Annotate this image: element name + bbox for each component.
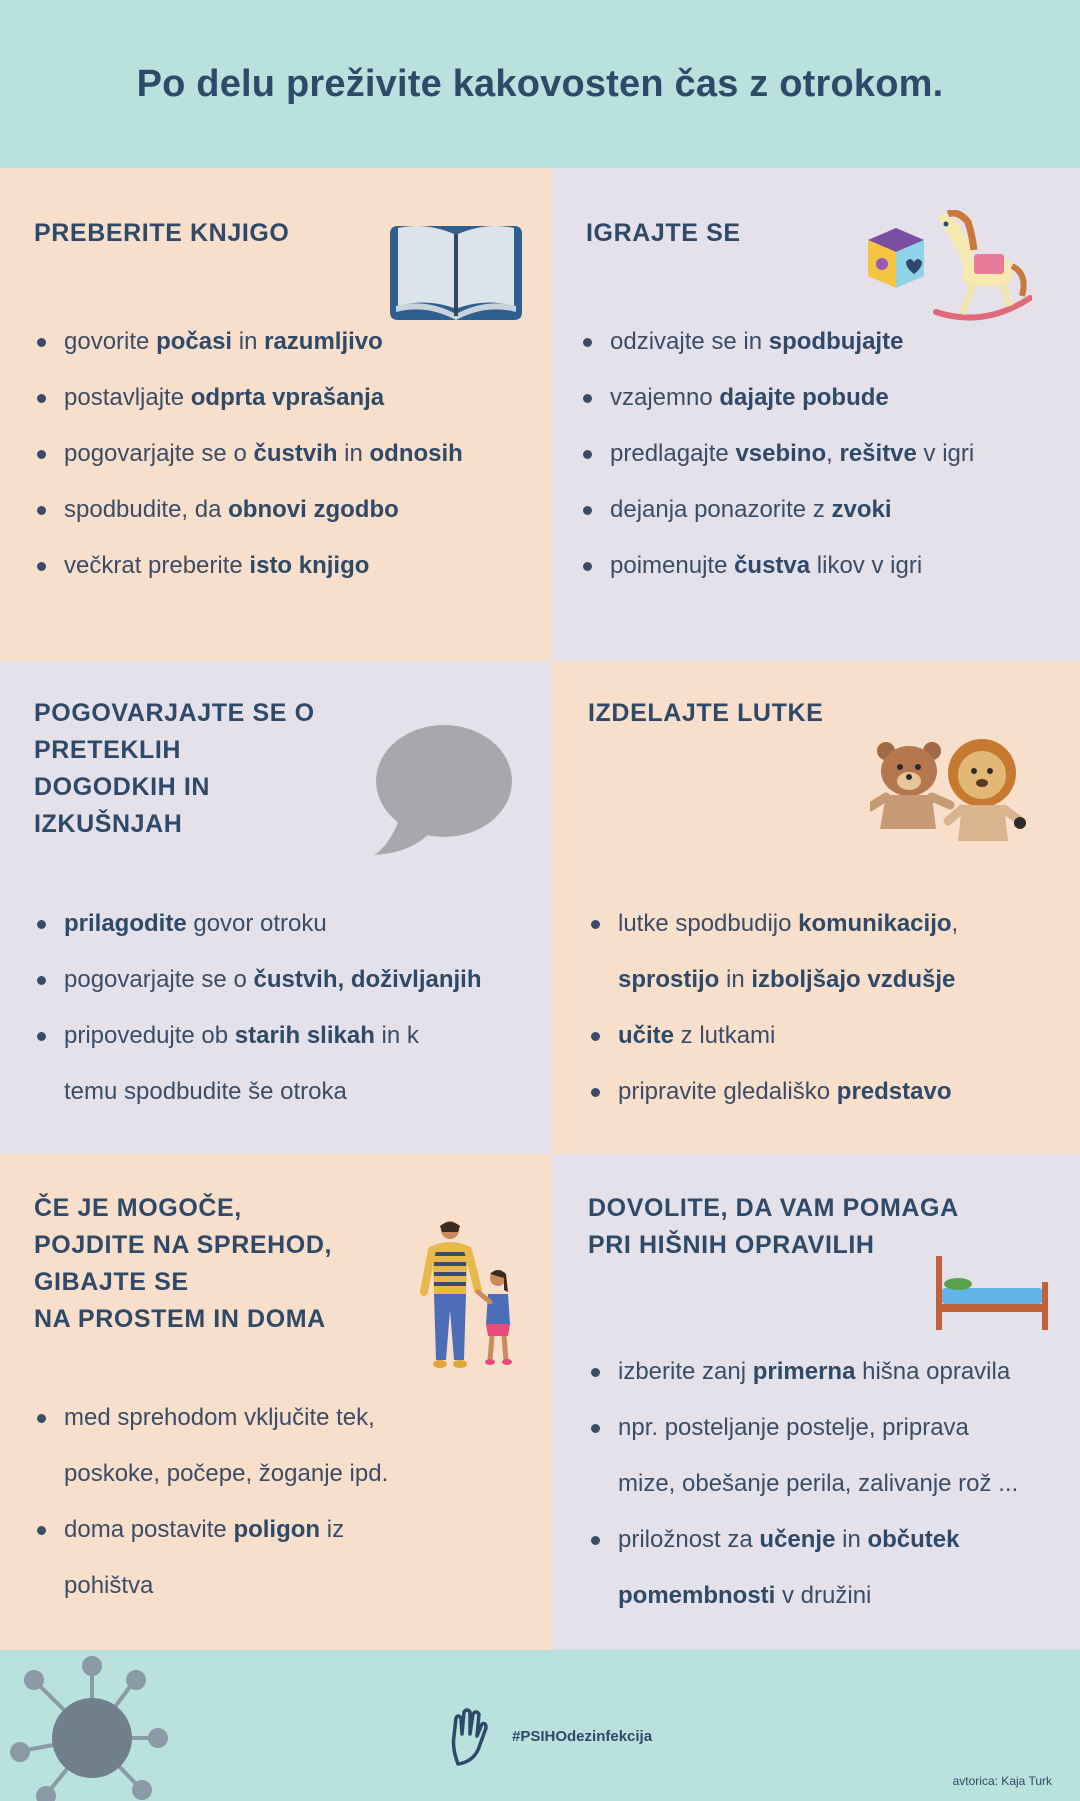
list-item: dejanja ponazorite z zvoki xyxy=(580,482,974,538)
list-item: lutke spodbudijo komunikacijo, xyxy=(588,896,958,952)
open-book-icon xyxy=(386,220,526,325)
toy-block-and-rocking-horse-icon xyxy=(862,210,1032,325)
list-item: spodbudite, da obnovi zgodbo xyxy=(34,482,463,538)
list-item-continuation: pohištva xyxy=(64,1572,154,1599)
list-item: priložnost za učenje in občutek xyxy=(588,1512,1018,1568)
panel-puppets xyxy=(552,661,1080,1154)
list-item: poimenujte čustva likov v igri xyxy=(580,538,974,594)
list-item-continuation: temu spodbudite še otroka xyxy=(64,1078,347,1105)
header xyxy=(0,0,1080,168)
panel-read-book xyxy=(0,168,552,661)
item-list xyxy=(588,1344,1018,1624)
list-item: med sprehodom vključite tek, xyxy=(34,1390,388,1446)
list-item: odzivajte se in spodbujajte xyxy=(580,314,974,370)
parent-and-child-walking-icon xyxy=(412,1220,522,1380)
list-item: postavljajte odprta vprašanja xyxy=(34,370,463,426)
panel-title: PREBERITE KNJIGO xyxy=(34,219,290,247)
panel-title: DOVOLITE, DA VAM POMAGA PRI HIŠNIH OPRAVILIH xyxy=(588,1194,959,1259)
list-item: npr. posteljanje postelje, priprava xyxy=(588,1400,1018,1456)
speech-bubble-icon xyxy=(370,721,515,861)
hand-icon xyxy=(448,1708,490,1766)
panel-talk-past xyxy=(0,661,552,1154)
panel-title: IGRAJTE SE xyxy=(586,219,741,247)
item-list xyxy=(34,1390,388,1614)
item-list xyxy=(580,314,974,594)
list-item: pripovedujte ob starih slikah in k xyxy=(34,1008,482,1064)
panel-chores xyxy=(552,1154,1080,1650)
list-item: pripravite gledališko predstavo xyxy=(588,1064,958,1120)
list-item: večkrat preberite isto knjigo xyxy=(34,538,463,594)
item-list xyxy=(34,314,463,594)
bed-icon xyxy=(934,1254,1050,1332)
author-credit: avtorica: Kaja Turk xyxy=(952,1774,1052,1788)
list-item-continuation: pomembnosti v družini xyxy=(618,1582,872,1609)
panel-title: POGOVARJAJTE SE O PRETEKLIH DOGODKIH IN IZKUŠNJAH xyxy=(34,699,315,838)
list-item: pogovarjajte se o čustvih, doživljanjih xyxy=(34,952,482,1008)
page-title: Po delu preživite kakovosten čas z otrokom. xyxy=(136,62,944,105)
list-item-continuation: poskoke, počepe, žoganje ipd. xyxy=(64,1460,389,1487)
item-list xyxy=(588,896,958,1120)
list-item: prilagodite govor otroku xyxy=(34,896,482,952)
list-item-continuation: mize, obešanje perila, zalivanje rož ... xyxy=(618,1470,1019,1497)
list-item: izberite zanj primerna hišna opravila xyxy=(588,1344,1018,1400)
list-item-continuation: sprostijo in izboljšajo vzdušje xyxy=(618,966,956,993)
list-item: pogovarjajte se o čustvih in odnosih xyxy=(34,426,463,482)
item-list xyxy=(34,896,482,1120)
panel-play xyxy=(552,168,1080,661)
panel-walk xyxy=(0,1154,552,1650)
list-item: doma postavite poligon iz xyxy=(34,1502,388,1558)
list-item: vzajemno dajajte pobude xyxy=(580,370,974,426)
hashtag: #PSIHOdezinfekcija xyxy=(512,1728,653,1745)
hand-puppets-icon xyxy=(870,737,1030,847)
panel-title: ČE JE MOGOČE, POJDITE NA SPREHOD, GIBAJTE SE NA PROSTEM IN DOMA xyxy=(34,1194,333,1333)
virus-icon xyxy=(0,1650,190,1801)
panel-title: IZDELAJTE LUTKE xyxy=(588,699,824,727)
list-item: predlagajte vsebino, rešitve v igri xyxy=(580,426,974,482)
list-item: učite z lutkami xyxy=(588,1008,958,1064)
footer xyxy=(0,1650,1080,1801)
list-item: govorite počasi in razumljivo xyxy=(34,314,463,370)
